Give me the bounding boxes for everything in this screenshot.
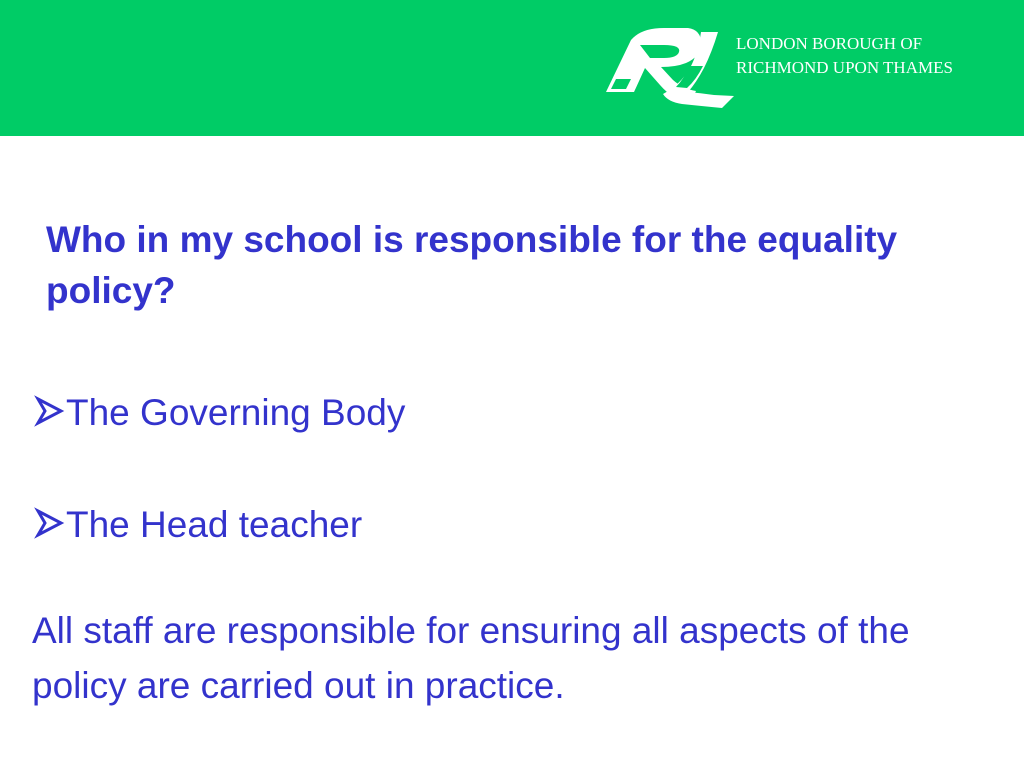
staff-responsibility-statement: All staff are responsible for ensuring all aspects of the policy are carried out in practice. <box>32 610 910 706</box>
arrow-bullet-icon <box>32 393 66 429</box>
slide-title: Who in my school is responsible for the equality policy? <box>46 219 898 311</box>
borough-name <box>736 32 1016 80</box>
list-item-label: The Head teacher <box>66 504 363 545</box>
borough-name-line-2: RICHMOND UPON THAMES <box>736 58 953 77</box>
arrow-bullet-icon <box>32 505 66 541</box>
responsibility-list <box>32 385 932 609</box>
list-item-governing-body <box>32 385 932 440</box>
borough-name-line-1: LONDON BOROUGH OF <box>736 34 923 53</box>
list-item-head-teacher <box>32 497 932 552</box>
list-item-label: The Governing Body <box>66 392 406 433</box>
header-band <box>0 0 1024 136</box>
richmond-ri-logo-icon <box>606 18 738 110</box>
